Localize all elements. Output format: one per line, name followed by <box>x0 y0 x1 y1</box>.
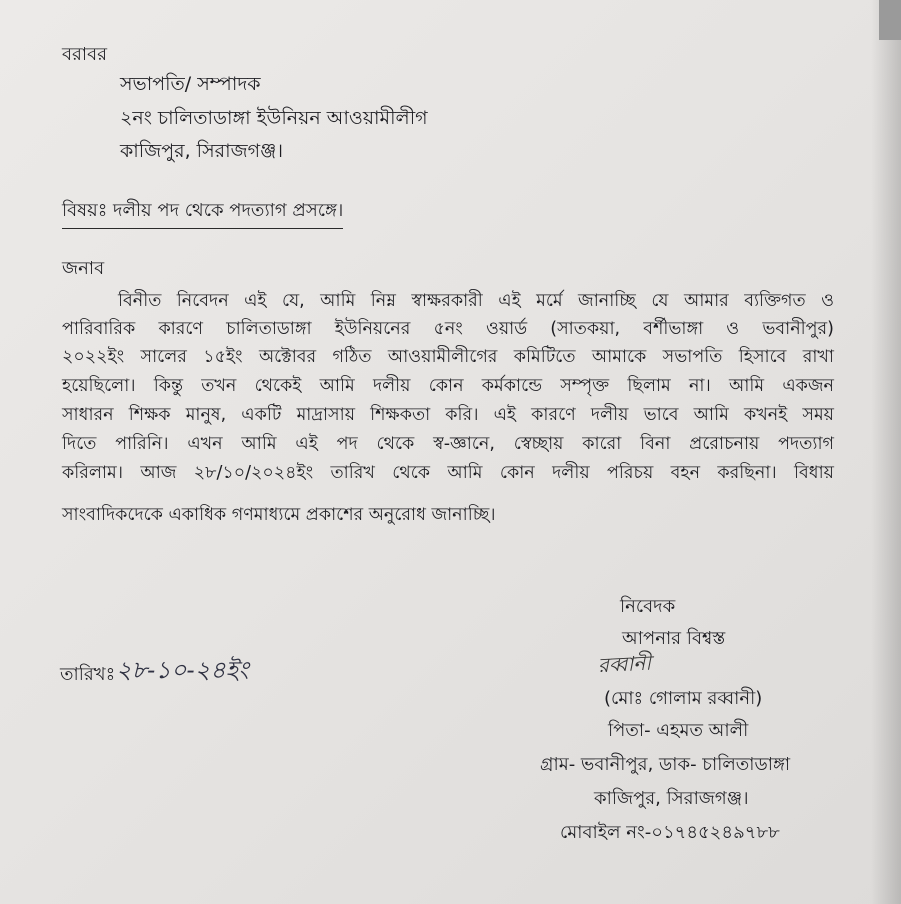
yours-faithfully-label: আপনার বিশ্বস্ত <box>622 628 726 649</box>
body-line-6: দিতে পারিনি। এখন আমি এই পদ থেকে স্ব-জ্ঞানে, স্বেচ্ছায় কারো বিনা প্ররোচনায় পদত্যাগ <box>62 434 834 454</box>
sender-father: পিতা- এহমত আলী <box>608 720 749 741</box>
submitted-by-label: নিবেদক <box>620 596 676 617</box>
sender-village: গ্রাম- ভবানীপুর, ডাক- চালিতাডাঙ্গা <box>540 754 791 775</box>
letter-subject: বিষয়ঃ দলীয় পদ থেকে পদত্যাগ প্রসঙ্গে। <box>62 196 343 229</box>
page-edge-shadow <box>871 0 901 904</box>
body-line-5: সাধারন শিক্ষক মানুষ, একটি মাদ্রাসায় শিক্ষকতা করি। এই কারণে দলীয় ভাবে আমি কখনই সময় <box>62 405 834 425</box>
recipient-line-1: সভাপতি/ সম্পাদক <box>120 73 261 95</box>
date-handwritten: ২৮-১০-২৪ইং <box>116 656 249 684</box>
body-line-4: হয়েছিলো। কিন্তু তখন থেকেই আমি দলীয় কোন কর্মকান্ডে সম্পৃক্ত ছিলাম না। আমি একজন <box>62 376 834 396</box>
body-line-7: করিলাম। আজ ২৮/১০/২০২৪ইং তারিখ থেকে আমি কোন দলীয় পরিচয় বহন করছিনা। বিধায় <box>62 463 834 483</box>
recipient-line-2: ২নং চালিতাডাঙ্গা ইউনিয়ন আওয়ামীলীগ <box>120 107 428 129</box>
sender-mobile: মোবাইল নং-০১৭৪৫২৪৯৭৮৮ <box>560 822 780 843</box>
body-line-8: সাংবাদিকদেকে একাধিক গণমাধ্যমে প্রকাশের অনুরোধ জানাচ্ছি। <box>62 505 496 525</box>
body-line-2: পারিবারিক কারণে চালিতাডাঙ্গা ইউনিয়নের ৫নং ওয়ার্ড (সাতকয়া, বর্শীভাঙ্গা ও ভবানীপুর) <box>62 319 834 339</box>
body-line-3: ২০২২ইং সালের ১৫ইং অক্টোবর গঠিত আওয়ামীলীগের কমিটিতে আমাকে সভাপতি হিসাবে রাখা <box>62 347 834 367</box>
page-corner-shadow <box>879 0 901 40</box>
recipient-line-3: কাজিপুর, সিরাজগঞ্জ। <box>120 140 284 162</box>
greeting: জনাব <box>62 258 105 279</box>
body-line-1: বিনীত নিবেদন এই যে, আমি নিম্ন স্বাক্ষরকারী এই মর্মে জানাচ্ছি যে আমার ব্যক্তিগত ও <box>118 291 834 311</box>
sender-name: (মোঃ গোলাম রব্বানী) <box>604 688 763 709</box>
date-label: তারিখঃ <box>60 664 116 685</box>
signature-handwritten: রব্বানী <box>597 650 652 678</box>
salutation-to: বরাবর <box>62 44 108 65</box>
sender-district: কাজিপুর, সিরাজগঞ্জ। <box>594 788 749 809</box>
